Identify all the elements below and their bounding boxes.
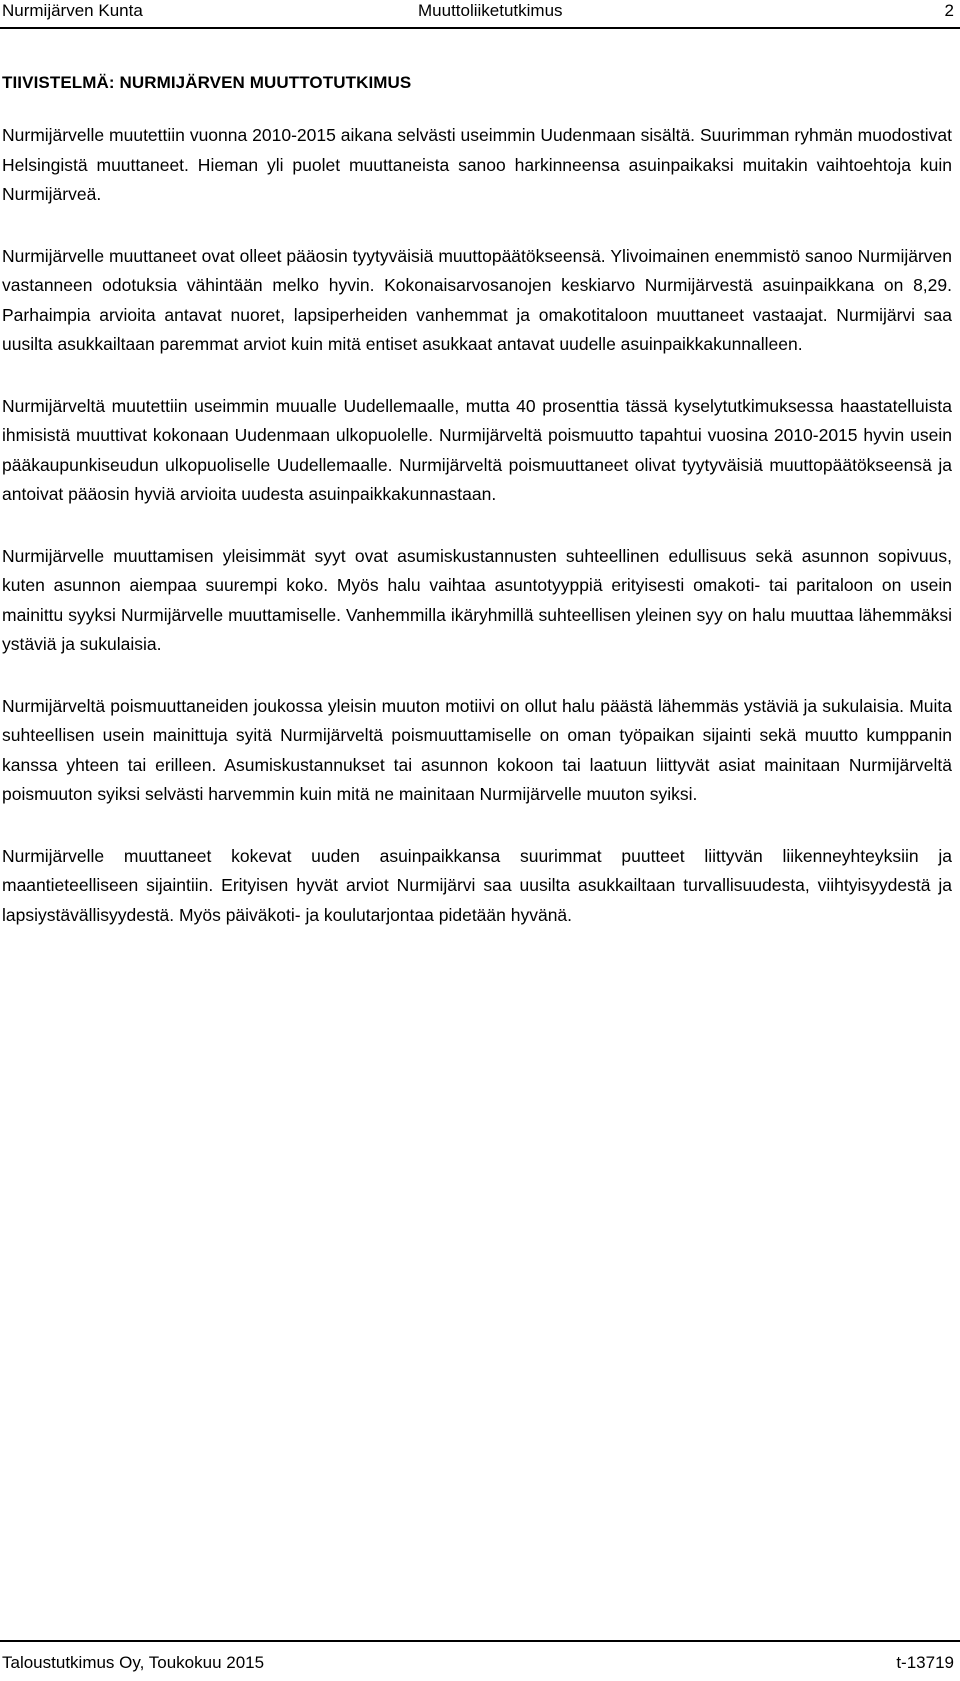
- page-header: [0, 0, 960, 28]
- paragraph: Nurmijärvelle muutettiin vuonna 2010-2015 aikana selvästi useimmin Uudenmaan sisältä. Suurimman ryhmän muodostivat Helsingistä muuttaneet. Hieman yli puolet muuttaneista sanoo harkinneensa asuinpaikaksi muitakin vaihtoehtoja kuin Nurmijärveä.: [2, 125, 952, 204]
- summary-body: [2, 121, 952, 962]
- footer-divider: [0, 1640, 960, 1642]
- footer-publisher: Taloustutkimus Oy, Toukokuu 2015: [2, 1653, 265, 1672]
- header-organization: Nurmijärven Kunta: [2, 1, 143, 20]
- header-document-title: Muuttoliiketutkimus: [418, 1, 563, 20]
- page-footer: [0, 1646, 960, 1676]
- paragraph: Nurmijärvelle muuttaneet kokevat uuden asuinpaikkansa suurimmat puutteet liittyvän liikenneyhteyksiin ja maantieteelliseen sijaintiin. Erityisen hyvät arviot Nurmijärvi saa uusilta asukkailtaan turvallisuudesta, viihtyisyydestä ja lapsiystävällisyydestä. Myös päiväkoti- ja koulutarjontaa pidetään hyvänä.: [2, 845, 952, 925]
- paragraph: Nurmijärvelle muuttamisen yleisimmät syyt ovat asumiskustannusten suhteellinen edullisuus sekä asunnon sopivuus, kuten asunnon aiempaa suurempi koko. Myös halu vaihtaa asuntotyyppiä erityisesti omakoti- tai paritaloon on usein mainittu syyksi Nurmijärvelle muuttamiselle. Vanhemmilla ikäryhmillä suhteellisen yleinen syy on halu muuttaa lähemmäksi ystäviä ja sukulaisia.: [2, 545, 952, 654]
- page-number: 2: [944, 1, 954, 20]
- footer-project-code: t-13719: [896, 1653, 954, 1672]
- paragraph: Nurmijärveltä muutettiin useimmin muualle Uudellemaalle, mutta 40 prosenttia tässä kyselytutkimuksessa haastatelluista ihmisistä muuttivat kokonaan Uudenmaan ulkopuolelle. Nurmijärveltä poismuutto tapahtui vuosina 2010-2015 hyvin usein pääkaupunkiseudun ulkopuoliselle Uudellemaalle. Nurmijärveltä poismuuttaneet olivat tyytyväisiä muuttopäätökseensä ja antoivat pääosin hyviä arvioita uudesta asuinpaikkakunnastaan.: [2, 395, 952, 504]
- section-title: TIIVISTELMÄ: NURMIJÄRVEN MUUTTOTUTKIMUS: [2, 73, 412, 92]
- paragraph: Nurmijärveltä poismuuttaneiden joukossa yleisin muuton motiivi on ollut halu päästä lähemmäs ystäviä ja sukulaisia. Muita suhteellisen usein mainittuja syitä Nurmijärveltä poismuuttamiselle on oman työpaikan sijainti sekä muutto kumppanin kanssa yhteen tai erilleen. Asumiskustannukset tai asunnon kokoon tai laatuun liittyvät asiat mainitaan Nurmijärveltä poismuuton syiksi selvästi harvemmin kuin mitä ne mainitaan Nurmijärvelle muuton syiksi.: [2, 695, 952, 804]
- header-divider: [0, 27, 960, 29]
- paragraph: Nurmijärvelle muuttaneet ovat olleet pääosin tyytyväisiä muuttopäätökseensä. Ylivoimainen enemmistö sanoo Nurmijärven vastanneen odotuksia vähintään melko hyvin. Kokonaisarvosanojen keskiarvo Nurmijärvestä asuinpaikkana on 8,29. Parhaimpia arvioita antavat nuoret, lapsiperheiden vanhemmat ja omakotitaloon muuttaneet vastaajat. Nurmijärvi saa uusilta asukkailtaan paremmat arviot kuin mitä entiset asukkaat antavat uudelle asuinpaikkakunnalleen.: [2, 245, 952, 354]
